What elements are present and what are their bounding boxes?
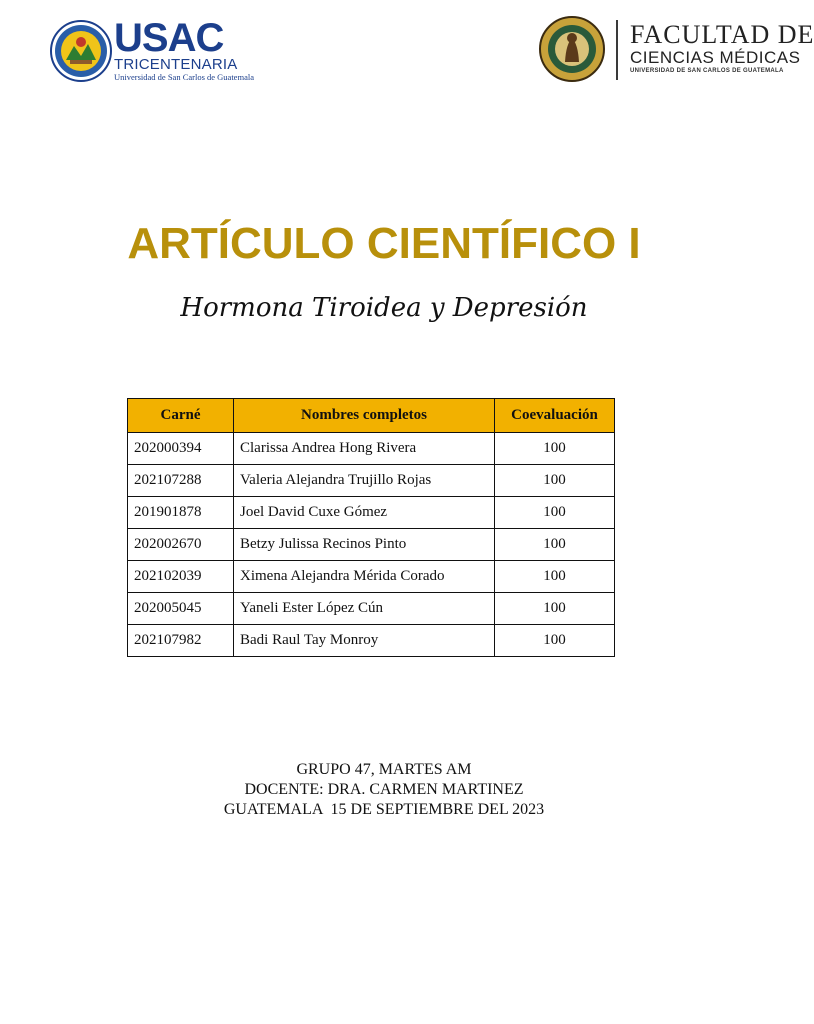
header-coevaluacion: Coevaluación: [495, 399, 615, 433]
table-header-row: [128, 399, 615, 433]
cell-carne: 202002670: [128, 529, 234, 561]
cell-coevaluacion: 100: [495, 561, 615, 593]
table-row: [128, 625, 615, 657]
usac-subtitle: TRICENTENARIA: [114, 56, 238, 73]
cell-coevaluacion: 100: [495, 593, 615, 625]
document-subtitle: Hormona Tiroidea y Depresión: [180, 293, 588, 323]
usac-logo: [50, 16, 254, 88]
cell-coevaluacion: 100: [495, 529, 615, 561]
document-title: ARTÍCULO CIENTÍFICO I: [127, 219, 641, 268]
cell-coevaluacion: 100: [495, 465, 615, 497]
cell-nombre: Joel David Cuxe Gómez: [234, 497, 495, 529]
group-line: GRUPO 47, MARTES AM: [296, 761, 472, 778]
footer-info: [0, 760, 768, 820]
cell-carne: 202102039: [128, 561, 234, 593]
faculty-wordmark: [630, 22, 814, 75]
teacher-line: DOCENTE: DRA. CARMEN MARTINEZ: [244, 781, 524, 798]
cell-nombre: Badi Raul Tay Monroy: [234, 625, 495, 657]
cell-nombre: Valeria Alejandra Trujillo Rojas: [234, 465, 495, 497]
table-row: [128, 561, 615, 593]
cell-nombre: Clarissa Andrea Hong Rivera: [234, 433, 495, 465]
cell-coevaluacion: 100: [495, 433, 615, 465]
cell-carne: 201901878: [128, 497, 234, 529]
cell-coevaluacion: 100: [495, 497, 615, 529]
usac-university: Universidad de San Carlos de Guatemala: [114, 72, 254, 82]
table-row: [128, 593, 615, 625]
cell-carne: 202107982: [128, 625, 234, 657]
usac-wordmark: [114, 18, 254, 82]
usac-seal-icon: [50, 20, 112, 82]
cell-carne: 202005045: [128, 593, 234, 625]
cell-coevaluacion: 100: [495, 625, 615, 657]
header-carne: Carné: [128, 399, 234, 433]
faculty-seal-icon: [538, 14, 606, 84]
faculty-divider: [616, 20, 618, 80]
cell-nombre: Betzy Julissa Recinos Pinto: [234, 529, 495, 561]
cell-nombre: Yaneli Ester López Cún: [234, 593, 495, 625]
table-row: [128, 529, 615, 561]
coevaluation-table: [127, 398, 615, 657]
cell-carne: 202107288: [128, 465, 234, 497]
table-row: [128, 465, 615, 497]
faculty-line1: FACULTAD DE: [630, 20, 814, 49]
place-date-line: GUATEMALA 15 DE SEPTIEMBRE DEL 2023: [223, 801, 545, 818]
cell-nombre: Ximena Alejandra Mérida Corado: [234, 561, 495, 593]
header-nombres: Nombres completos: [234, 399, 495, 433]
faculty-line2: CIENCIAS MÉDICAS: [630, 48, 801, 67]
faculty-logo: [538, 14, 814, 86]
faculty-line3: UNIVERSIDAD DE SAN CARLOS DE GUATEMALA: [630, 68, 784, 74]
usac-name: USAC: [114, 16, 224, 60]
table-row: [128, 497, 615, 529]
cell-carne: 202000394: [128, 433, 234, 465]
table-row: [128, 433, 615, 465]
